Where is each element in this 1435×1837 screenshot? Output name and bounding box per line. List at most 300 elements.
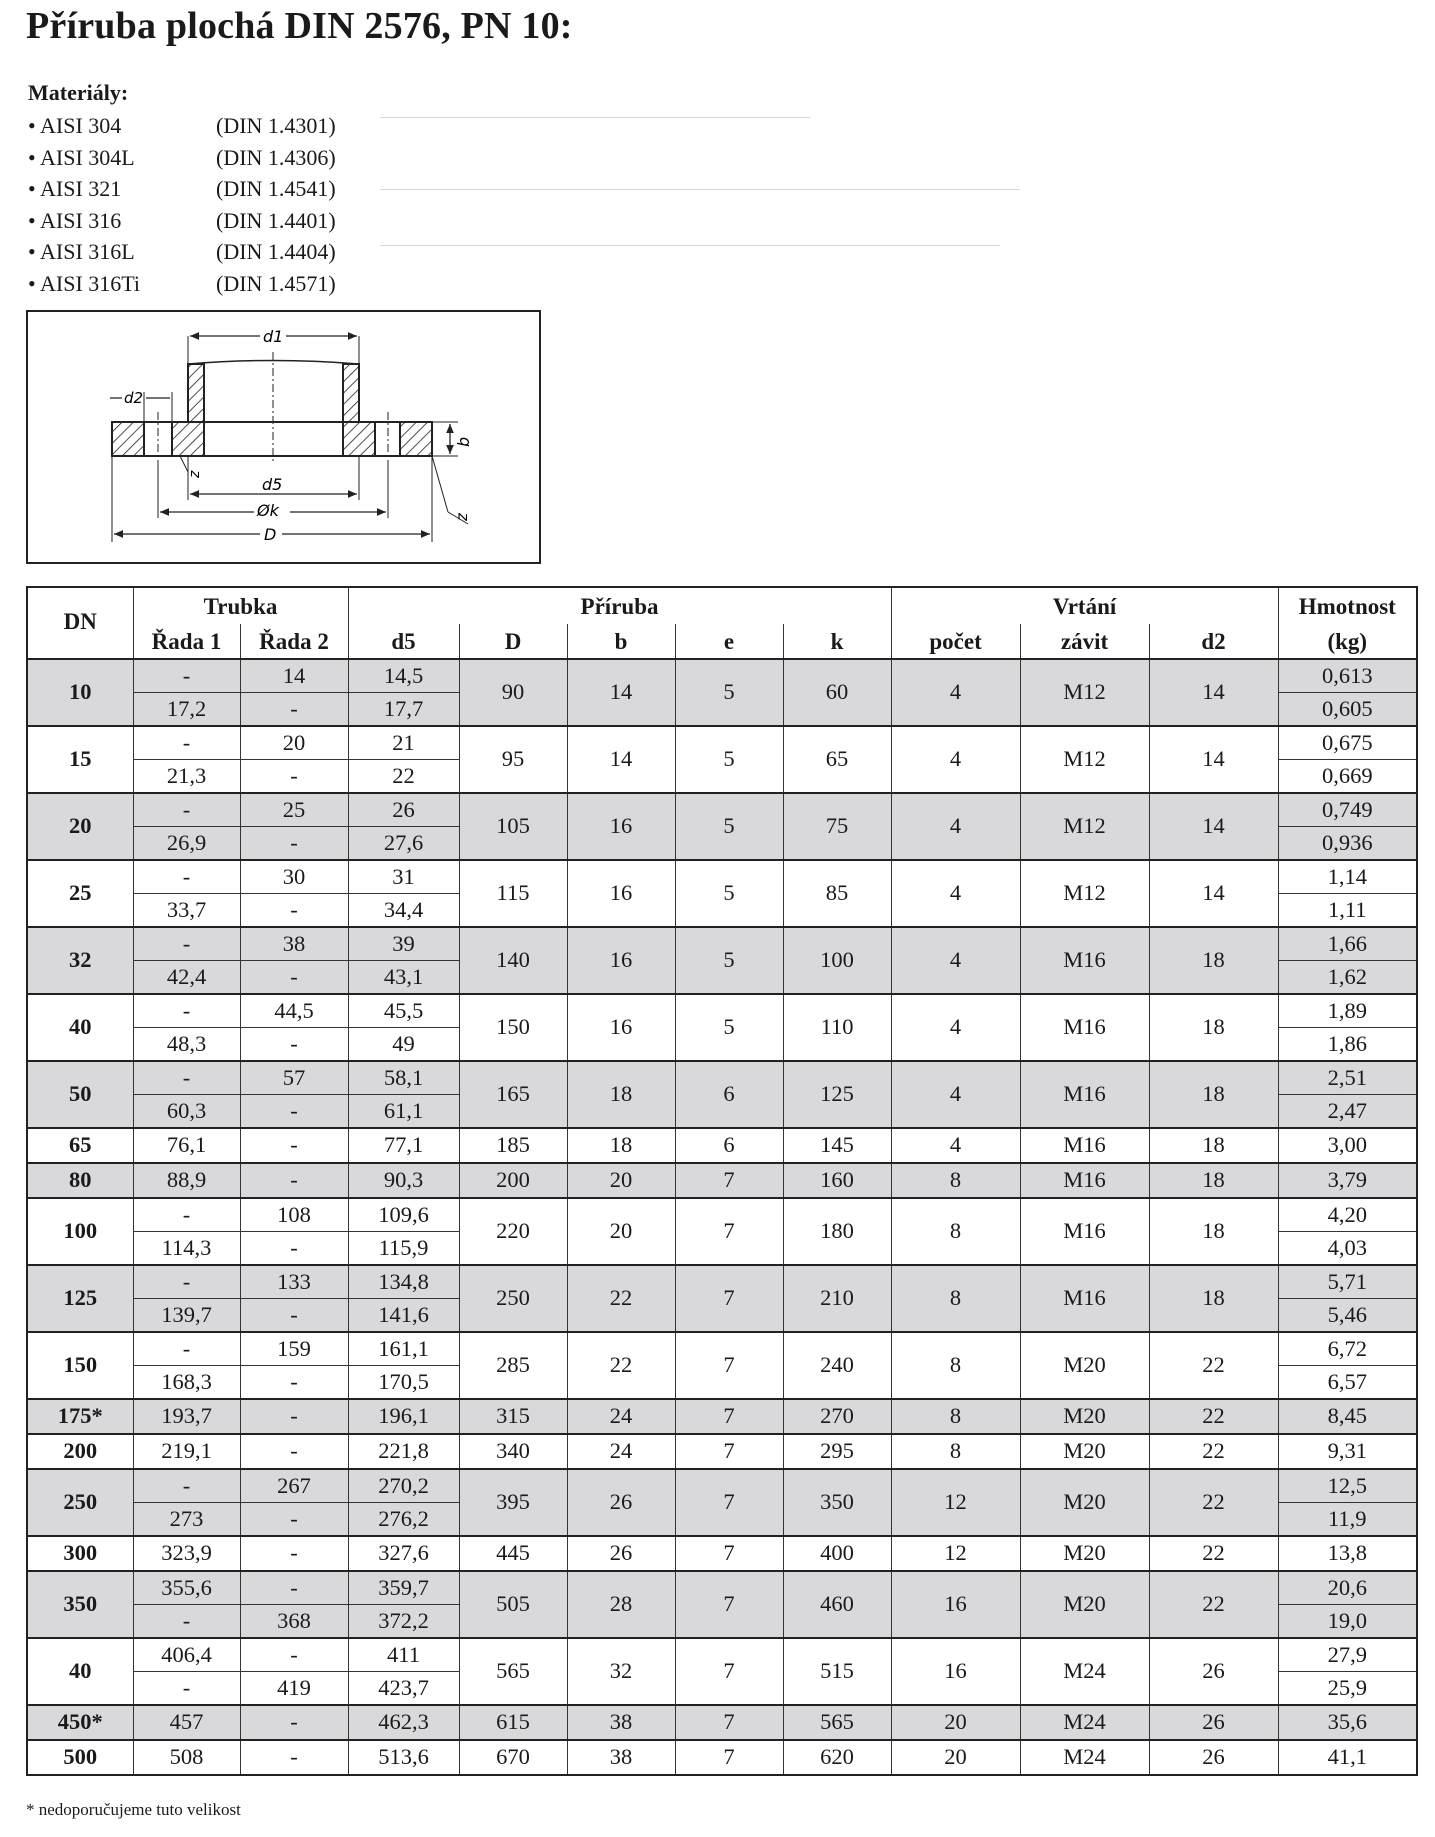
cell-k: 145 <box>783 1128 891 1163</box>
cell-zavit: M16 <box>1020 1198 1149 1265</box>
cell-rada2: 108 <box>240 1198 348 1232</box>
cell-pocet: 8 <box>891 1434 1020 1469</box>
cell-b: 26 <box>567 1536 675 1571</box>
cell-e: 7 <box>675 1198 783 1265</box>
cell-zavit: M20 <box>1020 1434 1149 1469</box>
cell-dn: 175* <box>27 1399 133 1434</box>
cell-b: 20 <box>567 1198 675 1265</box>
table-row <box>27 1434 1417 1469</box>
cell-zavit: M12 <box>1020 726 1149 793</box>
material-din: (DIN 1.4306) <box>216 144 336 170</box>
cell-rada1: 26,9 <box>133 827 240 861</box>
cell-d5: 170,5 <box>348 1366 459 1400</box>
cell-D: 615 <box>459 1705 567 1740</box>
cell-rada1: 114,3 <box>133 1232 240 1266</box>
cell-D: 105 <box>459 793 567 860</box>
cell-rada2: - <box>240 1299 348 1333</box>
table-row <box>27 994 1417 1028</box>
cell-e: 7 <box>675 1571 783 1638</box>
cell-k: 60 <box>783 659 891 726</box>
cell-k: 515 <box>783 1638 891 1705</box>
material-name: • AISI 304L <box>28 144 135 170</box>
cell-rada1: - <box>133 793 240 827</box>
cell-b: 22 <box>567 1265 675 1332</box>
label-b: b <box>454 436 473 447</box>
cell-d2: 22 <box>1149 1469 1278 1536</box>
table-row <box>27 726 1417 760</box>
cell-hmotnost: 5,46 <box>1278 1299 1417 1333</box>
cell-rada2: - <box>240 1705 348 1740</box>
cell-hmotnost: 19,0 <box>1278 1605 1417 1639</box>
cell-b: 28 <box>567 1571 675 1638</box>
cell-dn: 50 <box>27 1061 133 1128</box>
cell-pocet: 8 <box>891 1399 1020 1434</box>
cell-hmotnost: 9,31 <box>1278 1434 1417 1469</box>
cell-e: 7 <box>675 1163 783 1198</box>
cell-rada2: - <box>240 1232 348 1266</box>
cell-k: 460 <box>783 1571 891 1638</box>
cell-D: 90 <box>459 659 567 726</box>
cell-d2: 18 <box>1149 1198 1278 1265</box>
cell-e: 7 <box>675 1536 783 1571</box>
table-body <box>27 659 1417 1775</box>
cell-pocet: 20 <box>891 1705 1020 1740</box>
cell-e: 5 <box>675 994 783 1061</box>
table-row <box>27 1163 1417 1198</box>
cell-D: 670 <box>459 1740 567 1775</box>
cell-e: 5 <box>675 860 783 927</box>
cell-zavit: M16 <box>1020 927 1149 994</box>
cell-rada1: 355,6 <box>133 1571 240 1605</box>
cell-k: 75 <box>783 793 891 860</box>
header-d5: d5 <box>348 624 459 659</box>
header-trubka: Trubka <box>133 587 348 624</box>
cell-zavit: M16 <box>1020 1163 1149 1198</box>
cell-rada2: - <box>240 894 348 928</box>
cell-hmotnost: 12,5 <box>1278 1469 1417 1503</box>
cell-k: 350 <box>783 1469 891 1536</box>
cell-rada1: - <box>133 1469 240 1503</box>
cell-rada1: - <box>133 1332 240 1366</box>
cell-D: 565 <box>459 1638 567 1705</box>
cell-rada1: - <box>133 1265 240 1299</box>
header-pocet: počet <box>891 624 1020 659</box>
cell-d2: 22 <box>1149 1332 1278 1399</box>
label-z: z <box>187 470 203 478</box>
cell-d5: 45,5 <box>348 994 459 1028</box>
cell-zavit: M12 <box>1020 860 1149 927</box>
cell-rada1: 33,7 <box>133 894 240 928</box>
cell-b: 14 <box>567 726 675 793</box>
cell-rada1: 508 <box>133 1740 240 1775</box>
cell-rada1: 323,9 <box>133 1536 240 1571</box>
cell-hmotnost: 3,79 <box>1278 1163 1417 1198</box>
cell-rada1: - <box>133 1198 240 1232</box>
divider <box>380 117 810 118</box>
cell-dn: 20 <box>27 793 133 860</box>
cell-b: 38 <box>567 1705 675 1740</box>
cell-d5: 90,3 <box>348 1163 459 1198</box>
cell-b: 16 <box>567 860 675 927</box>
cell-pocet: 8 <box>891 1332 1020 1399</box>
cell-dn: 125 <box>27 1265 133 1332</box>
label-d5: d5 <box>262 475 283 494</box>
cell-e: 5 <box>675 793 783 860</box>
table-row <box>27 1571 1417 1605</box>
cell-k: 65 <box>783 726 891 793</box>
cell-d2: 14 <box>1149 659 1278 726</box>
cell-e: 6 <box>675 1128 783 1163</box>
cell-d5: 58,1 <box>348 1061 459 1095</box>
header-priruba: Příruba <box>348 587 891 624</box>
table-row <box>27 1536 1417 1571</box>
cell-rada1: - <box>133 726 240 760</box>
material-name: • AISI 316Ti <box>28 270 141 296</box>
cell-D: 115 <box>459 860 567 927</box>
cell-rada1: 88,9 <box>133 1163 240 1198</box>
cell-e: 7 <box>675 1705 783 1740</box>
cell-rada2: - <box>240 1536 348 1571</box>
cell-pocet: 20 <box>891 1740 1020 1775</box>
cell-pocet: 4 <box>891 793 1020 860</box>
cell-D: 445 <box>459 1536 567 1571</box>
cell-D: 140 <box>459 927 567 994</box>
cell-D: 220 <box>459 1198 567 1265</box>
cell-d5: 22 <box>348 760 459 794</box>
cell-pocet: 12 <box>891 1536 1020 1571</box>
cell-b: 16 <box>567 793 675 860</box>
cell-d5: 14,5 <box>348 659 459 693</box>
cell-hmotnost: 0,669 <box>1278 760 1417 794</box>
cell-e: 7 <box>675 1265 783 1332</box>
cell-d2: 22 <box>1149 1434 1278 1469</box>
header-hmotnost: Hmotnost <box>1278 587 1417 624</box>
cell-pocet: 16 <box>891 1638 1020 1705</box>
cell-e: 5 <box>675 927 783 994</box>
cell-rada1: 48,3 <box>133 1028 240 1062</box>
cell-rada2: 267 <box>240 1469 348 1503</box>
cell-d5: 17,7 <box>348 693 459 727</box>
cell-e: 5 <box>675 726 783 793</box>
cell-dn: 25 <box>27 860 133 927</box>
cell-rada2: - <box>240 1399 348 1434</box>
cell-b: 26 <box>567 1469 675 1536</box>
cell-rada1: 76,1 <box>133 1128 240 1163</box>
table-row <box>27 1128 1417 1163</box>
header-zavit: závit <box>1020 624 1149 659</box>
cell-rada2: 368 <box>240 1605 348 1639</box>
cell-dn: 100 <box>27 1198 133 1265</box>
cell-zavit: M12 <box>1020 793 1149 860</box>
cell-dn: 250 <box>27 1469 133 1536</box>
material-din: (DIN 1.4401) <box>216 207 336 233</box>
cell-rada2: 20 <box>240 726 348 760</box>
cell-hmotnost: 3,00 <box>1278 1128 1417 1163</box>
cell-d2: 22 <box>1149 1399 1278 1434</box>
cell-d5: 134,8 <box>348 1265 459 1299</box>
label-z: z <box>453 513 471 521</box>
cell-rada1: 168,3 <box>133 1366 240 1400</box>
cell-k: 400 <box>783 1536 891 1571</box>
cell-rada2: 57 <box>240 1061 348 1095</box>
label-d2: d2 <box>124 389 144 407</box>
cell-dn: 40 <box>27 1638 133 1705</box>
cell-d2: 18 <box>1149 994 1278 1061</box>
cell-d5: 27,6 <box>348 827 459 861</box>
material-din: (DIN 1.4404) <box>216 239 336 264</box>
cell-zavit: M20 <box>1020 1332 1149 1399</box>
cell-hmotnost: 1,14 <box>1278 860 1417 894</box>
header-dn: DN <box>27 587 133 659</box>
cell-pocet: 4 <box>891 1128 1020 1163</box>
cell-hmotnost: 8,45 <box>1278 1399 1417 1434</box>
cell-hmotnost: 2,47 <box>1278 1095 1417 1129</box>
cell-rada2: - <box>240 1638 348 1672</box>
cell-d5: 161,1 <box>348 1332 459 1366</box>
cell-hmotnost: 11,9 <box>1278 1503 1417 1537</box>
cell-dn: 10 <box>27 659 133 726</box>
cell-zavit: M16 <box>1020 1265 1149 1332</box>
cell-d2: 26 <box>1149 1705 1278 1740</box>
cell-hmotnost: 1,62 <box>1278 961 1417 995</box>
cell-d5: 270,2 <box>348 1469 459 1503</box>
cell-rada2: - <box>240 1571 348 1605</box>
cell-D: 165 <box>459 1061 567 1128</box>
cell-rada1: - <box>133 1672 240 1706</box>
header-e: e <box>675 624 783 659</box>
cell-hmotnost: 35,6 <box>1278 1705 1417 1740</box>
cell-rada2: 44,5 <box>240 994 348 1028</box>
label-k: Øk <box>257 501 279 520</box>
cell-b: 16 <box>567 927 675 994</box>
cell-k: 110 <box>783 994 891 1061</box>
cell-dn: 32 <box>27 927 133 994</box>
cell-hmotnost: 6,57 <box>1278 1366 1417 1400</box>
cell-b: 14 <box>567 659 675 726</box>
cell-hmotnost: 0,675 <box>1278 726 1417 760</box>
cell-dn: 500 <box>27 1740 133 1775</box>
cell-zavit: M24 <box>1020 1705 1149 1740</box>
cell-pocet: 4 <box>891 927 1020 994</box>
cell-dn: 40 <box>27 994 133 1061</box>
material-name: • AISI 316 <box>28 207 122 233</box>
cell-d5: 423,7 <box>348 1672 459 1706</box>
cell-d5: 221,8 <box>348 1434 459 1469</box>
cell-hmotnost: 0,605 <box>1278 693 1417 727</box>
cell-dn: 15 <box>27 726 133 793</box>
cell-rada2: - <box>240 1366 348 1400</box>
cell-zavit: M20 <box>1020 1536 1149 1571</box>
cell-hmotnost: 2,51 <box>1278 1061 1417 1095</box>
cell-dn: 300 <box>27 1536 133 1571</box>
cell-d5: 411 <box>348 1638 459 1672</box>
cell-d2: 22 <box>1149 1536 1278 1571</box>
cell-dn: 150 <box>27 1332 133 1399</box>
cell-d5: 39 <box>348 927 459 961</box>
table-row <box>27 1469 1417 1503</box>
cell-d5: 21 <box>348 726 459 760</box>
table-row <box>27 1638 1417 1672</box>
cell-d5: 141,6 <box>348 1299 459 1333</box>
cell-hmotnost: 6,72 <box>1278 1332 1417 1366</box>
divider <box>380 245 1000 246</box>
cell-D: 505 <box>459 1571 567 1638</box>
cell-hmotnost: 27,9 <box>1278 1638 1417 1672</box>
cell-k: 125 <box>783 1061 891 1128</box>
table-row <box>27 1332 1417 1366</box>
cell-hmotnost: 4,03 <box>1278 1232 1417 1266</box>
cell-d2: 18 <box>1149 1061 1278 1128</box>
cell-zavit: M16 <box>1020 994 1149 1061</box>
cell-k: 160 <box>783 1163 891 1198</box>
cell-pocet: 12 <box>891 1469 1020 1536</box>
cell-d5: 49 <box>348 1028 459 1062</box>
table-row <box>27 1198 1417 1232</box>
cell-pocet: 4 <box>891 726 1020 793</box>
cell-e: 7 <box>675 1469 783 1536</box>
cell-zavit: M24 <box>1020 1740 1149 1775</box>
cell-rada2: - <box>240 827 348 861</box>
cell-b: 20 <box>567 1163 675 1198</box>
cell-d2: 22 <box>1149 1571 1278 1638</box>
materials-heading: Materiály: <box>28 80 129 105</box>
cell-b: 32 <box>567 1638 675 1705</box>
cell-e: 6 <box>675 1061 783 1128</box>
cell-rada2: 133 <box>240 1265 348 1299</box>
cell-k: 100 <box>783 927 891 994</box>
cell-hmotnost: 5,71 <box>1278 1265 1417 1299</box>
cell-dn: 200 <box>27 1434 133 1469</box>
cell-d5: 61,1 <box>348 1095 459 1129</box>
table-row <box>27 659 1417 693</box>
cell-rada1: 60,3 <box>133 1095 240 1129</box>
cell-pocet: 8 <box>891 1163 1020 1198</box>
cell-d5: 115,9 <box>348 1232 459 1266</box>
cell-D: 185 <box>459 1128 567 1163</box>
flange-spec-table <box>26 586 1418 1776</box>
cell-b: 18 <box>567 1128 675 1163</box>
cell-hmotnost: 41,1 <box>1278 1740 1417 1775</box>
table-row <box>27 1705 1417 1740</box>
cell-d5: 109,6 <box>348 1198 459 1232</box>
flange-diagram <box>26 310 541 564</box>
cell-b: 24 <box>567 1399 675 1434</box>
divider <box>380 189 1020 190</box>
cell-hmotnost: 4,20 <box>1278 1198 1417 1232</box>
page-title: Příruba plochá DIN 2576, PN 10: <box>26 5 573 47</box>
cell-b: 16 <box>567 994 675 1061</box>
cell-rada1: 139,7 <box>133 1299 240 1333</box>
table-row <box>27 927 1417 961</box>
cell-rada2: 38 <box>240 927 348 961</box>
cell-b: 22 <box>567 1332 675 1399</box>
cell-zavit: M24 <box>1020 1638 1149 1705</box>
cell-rada1: 193,7 <box>133 1399 240 1434</box>
table-row <box>27 793 1417 827</box>
cell-rada1: - <box>133 994 240 1028</box>
table-row <box>27 860 1417 894</box>
cell-hmotnost: 1,66 <box>1278 927 1417 961</box>
cell-hmotnost: 0,936 <box>1278 827 1417 861</box>
cell-zavit: M16 <box>1020 1128 1149 1163</box>
cell-k: 565 <box>783 1705 891 1740</box>
cell-hmotnost: 1,89 <box>1278 994 1417 1028</box>
cell-rada1: - <box>133 659 240 693</box>
cell-rada2: - <box>240 1028 348 1062</box>
cell-pocet: 8 <box>891 1265 1020 1332</box>
cell-D: 340 <box>459 1434 567 1469</box>
cell-D: 95 <box>459 726 567 793</box>
cell-d2: 26 <box>1149 1638 1278 1705</box>
cell-d5: 43,1 <box>348 961 459 995</box>
table-row <box>27 1399 1417 1434</box>
cell-b: 38 <box>567 1740 675 1775</box>
cell-D: 250 <box>459 1265 567 1332</box>
cell-d5: 34,4 <box>348 894 459 928</box>
material-name: • AISI 321 <box>28 176 122 201</box>
cell-dn: 80 <box>27 1163 133 1198</box>
cell-rada1: 219,1 <box>133 1434 240 1469</box>
cell-zavit: M20 <box>1020 1399 1149 1434</box>
material-din: (DIN 1.4301) <box>216 113 336 138</box>
cell-rada2: 159 <box>240 1332 348 1366</box>
cell-b: 24 <box>567 1434 675 1469</box>
cell-rada1: 457 <box>133 1705 240 1740</box>
cell-rada2: - <box>240 1434 348 1469</box>
cell-pocet: 4 <box>891 1061 1020 1128</box>
cell-rada2: - <box>240 1503 348 1537</box>
material-name: • AISI 304 <box>28 113 122 138</box>
cell-d2: 14 <box>1149 860 1278 927</box>
cell-d5: 359,7 <box>348 1571 459 1605</box>
cell-pocet: 4 <box>891 994 1020 1061</box>
flange-drawing <box>28 312 539 562</box>
cell-rada1: - <box>133 860 240 894</box>
cell-rada1: 17,2 <box>133 693 240 727</box>
cell-rada2: - <box>240 1128 348 1163</box>
cell-k: 210 <box>783 1265 891 1332</box>
cell-rada2: - <box>240 1740 348 1775</box>
header-b: b <box>567 624 675 659</box>
cell-hmotnost: 13,8 <box>1278 1536 1417 1571</box>
header-rada1: Řada 1 <box>133 624 240 659</box>
cell-zavit: M12 <box>1020 659 1149 726</box>
cell-d5: 276,2 <box>348 1503 459 1537</box>
cell-hmotnost: 0,613 <box>1278 659 1417 693</box>
cell-hmotnost: 25,9 <box>1278 1672 1417 1706</box>
cell-pocet: 8 <box>891 1198 1020 1265</box>
cell-zavit: M16 <box>1020 1061 1149 1128</box>
cell-d2: 14 <box>1149 793 1278 860</box>
material-name: • AISI 316L <box>28 239 135 264</box>
cell-d5: 513,6 <box>348 1740 459 1775</box>
cell-hmotnost: 0,749 <box>1278 793 1417 827</box>
cell-d5: 327,6 <box>348 1536 459 1571</box>
cell-k: 295 <box>783 1434 891 1469</box>
cell-k: 180 <box>783 1198 891 1265</box>
cell-e: 7 <box>675 1399 783 1434</box>
label-d1: d1 <box>263 327 284 346</box>
cell-rada1: - <box>133 1061 240 1095</box>
table-row <box>27 1061 1417 1095</box>
cell-hmotnost: 1,11 <box>1278 894 1417 928</box>
header-rada2: Řada 2 <box>240 624 348 659</box>
cell-pocet: 16 <box>891 1571 1020 1638</box>
cell-d2: 26 <box>1149 1740 1278 1775</box>
cell-D: 200 <box>459 1163 567 1198</box>
cell-pocet: 4 <box>891 659 1020 726</box>
cell-D: 315 <box>459 1399 567 1434</box>
